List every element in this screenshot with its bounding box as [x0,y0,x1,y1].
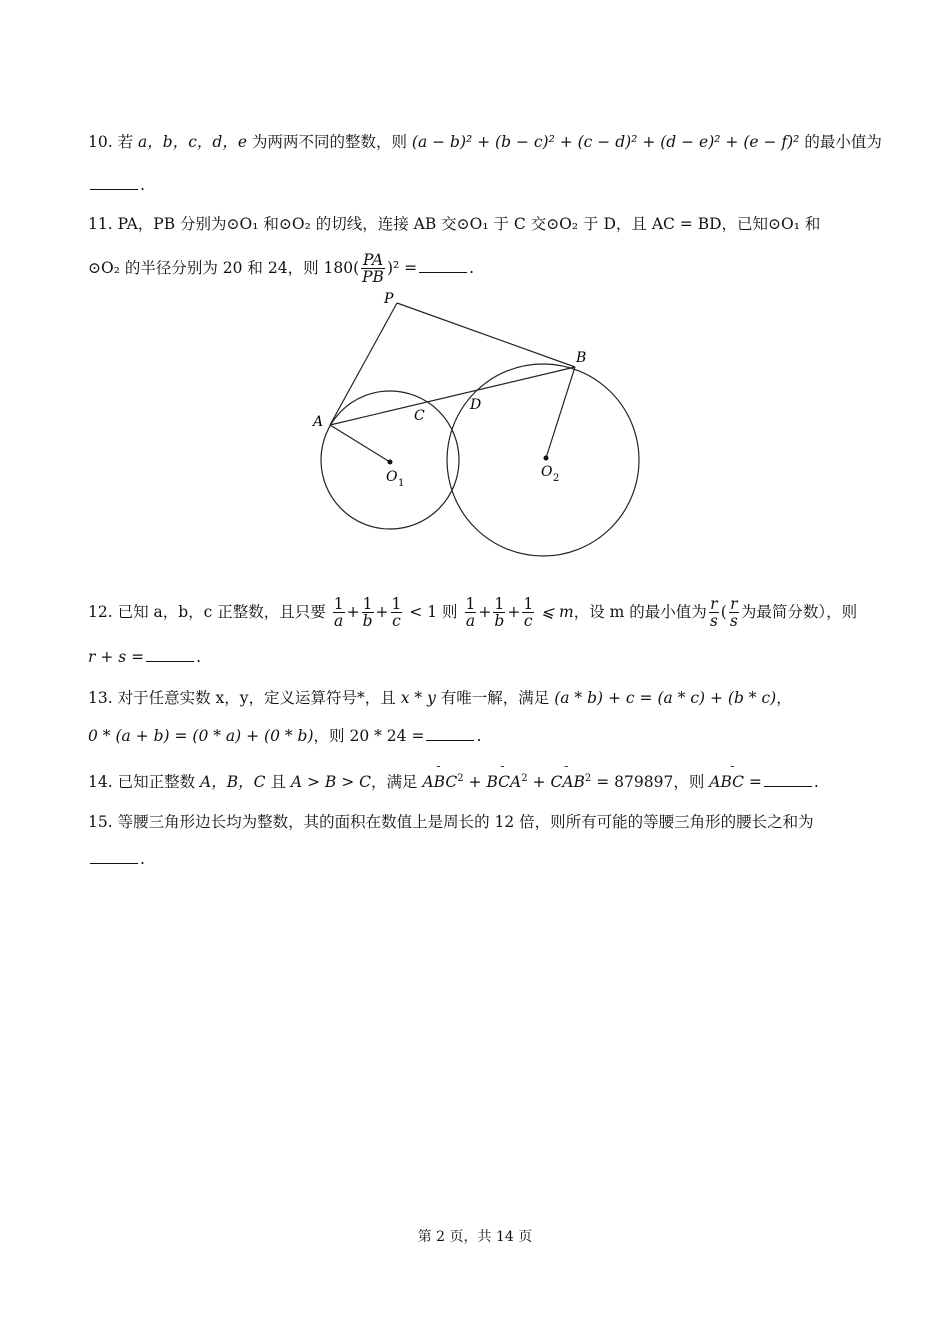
plus: + [532,773,546,791]
q12-text: 已知 a，b，c 正整数，且只要 [117,602,326,621]
q12-less-than: < 1 则 [409,602,458,621]
q13-ask: 20 * 24 = [349,727,425,745]
question-13-line1 [88,686,792,708]
numerator: 1 [362,595,373,613]
question-10-line1 [88,130,882,152]
denominator: s [709,612,718,631]
fraction-1-over-a [465,596,477,630]
fraction-1-over-c [522,596,534,630]
q13-equation-1: (a * b) + c = (a * c) + (b * c) [554,689,777,707]
center-o1 [388,460,393,465]
denominator: b [362,612,373,631]
answer-blank [90,188,138,190]
label-b: B [576,350,587,366]
fraction-denominator: PB [362,268,384,287]
q13-text-2: ，则 [313,727,345,745]
denominator: c [523,612,533,631]
q14-vars: A，B，C [200,773,266,791]
question-number: 12. [88,602,113,621]
q10-vars: a，b，c，d，e [138,133,247,151]
question-12-line1: 12. 已知 a，b，c 正整数，且只要 $\frac{1}{a}$ + $\frac{1}{b}$ + $\frac{1}{c}$ < 1 则 $\frac{1}{a}$ + $\frac{1}{b}$ + $\frac{1}{c}$ ⩽ m，设 m 的最小值为 $\frac{r}{s}$ ( $\frac{r}{s}$ 为最简分数），则 [88,595,858,631]
question-number: 11. [88,215,113,233]
question-number: 14. [88,773,113,791]
paren: ( [720,602,727,621]
numerator: 1 [391,595,402,613]
answer-blank [419,271,467,273]
question-number: 13. [88,689,113,707]
question-number: 15. [88,813,113,831]
exponent: 2 [584,772,592,784]
q10-text: 若 [117,133,134,151]
q13-equation-2: 0 * (a + b) = (0 * a) + (0 * b) [88,727,314,745]
numerator: 1 [494,595,505,613]
fraction-1-over-b [493,596,505,630]
question-11-line2 [88,252,474,286]
q10-text-mid: 为两两不同的整数，则 [251,133,407,151]
label-c: C [414,408,425,424]
numerator: 1 [333,595,344,613]
q11-text-2: ⊙O₂ 的半径分别为 20 和 24，则 180( [88,258,360,277]
fraction-r-over-s [709,596,719,630]
geometry-figure [300,290,650,565]
answer-blank [90,862,138,864]
q12-text-mid: ，设 m 的最小值为 [573,602,707,621]
q12-le-m: ⩽ m [541,602,574,621]
question-12-line2 [88,648,201,666]
fraction-1-over-b [362,596,374,630]
radius-o1a [330,425,390,462]
page-footer: 第 2 页，共 14 页 [417,1229,533,1245]
question-14-line1 [88,770,819,792]
label-p: P [384,291,394,307]
center-o2 [544,456,549,461]
q13-xy: x * y [400,689,436,707]
q11-text-3: )² = [386,258,418,277]
overline-cab: - CAB [550,773,584,791]
period: . [813,773,819,791]
q13-text: 对于任意实数 x，y，定义运算符号*，且 [117,689,396,707]
exponent: 2 [521,772,528,784]
label-a: A [313,414,324,430]
q14-text-2: 且 [270,773,286,791]
label-d: D [470,397,482,413]
period: . [469,258,475,277]
comma: ， [776,689,792,707]
period: . [196,648,202,666]
q14-ask: - ABC = [709,773,762,791]
numerator: r [730,595,738,613]
answer-blank [146,660,194,662]
fraction-numerator: PA [362,251,384,269]
plus: + [468,773,482,791]
q12-ask: r + s = [88,648,145,666]
segment-ab [330,367,575,425]
label-o2-subscript: 2 [553,473,560,484]
radius-o2b [546,367,575,458]
q11-text: PA，PB 分别为⊙O₁ 和⊙O₂ 的切线，连接 AB 交⊙O₁ 于 C 交⊙O₂ 于 D，且 AC = BD，已知⊙O₁ 和 [117,215,821,233]
denominator: a [334,612,344,631]
q14-value: = 879897 [596,773,674,791]
exponent: 2 [457,772,464,784]
answer-blank [764,785,812,787]
period: . [140,176,145,194]
q13-text-mid: 有唯一解，满足 [440,689,550,707]
label-o1-subscript: 1 [398,478,405,489]
q12-text-post: 为最简分数），则 [740,602,858,621]
numerator: 1 [465,595,476,613]
denominator: a [465,612,476,631]
q14-text-3: ，则 [673,773,705,791]
fraction-1-over-a [333,596,345,630]
denominator: c [392,612,401,631]
period: . [476,727,482,745]
overline-bca: - BCA [486,773,521,791]
q10-text-post: 的最小值为 [804,133,882,151]
q14-text: 已知正整数 [117,773,196,791]
question-10-line2 [88,176,145,194]
segment-pa [330,303,397,425]
circle-o2 [447,364,639,556]
q15-text: 等腰三角形边长均为整数，其的面积在数值上是周长的 12 倍，则所有可能的等腰三角形的腰长之和为 [117,813,814,831]
question-11-line1 [88,212,820,234]
segment-pb [397,303,575,367]
q10-expression: (a − b)² + (b − c)² + (c − d)² + (d − e)² + (e − f)² [411,133,800,151]
fraction-r-over-s [729,596,739,630]
q14-text-mid: ，满足 [371,773,418,791]
numerator: 1 [523,595,534,613]
question-number: 10. [88,133,113,151]
fraction-1-over-c [391,596,403,630]
q14-condition: A > B > C [290,773,372,791]
question-13-line2 [88,724,481,746]
question-15-line1 [88,810,814,832]
denominator: s [729,612,738,631]
answer-blank [426,739,474,741]
label-o1: O [386,469,398,485]
overline-abc: - ABC [422,773,457,791]
denominator: b [494,612,505,631]
label-o2: O [541,464,553,480]
q11-fraction [361,252,385,286]
question-15-line2 [88,850,145,868]
numerator: r [710,595,718,613]
period: . [140,850,145,868]
